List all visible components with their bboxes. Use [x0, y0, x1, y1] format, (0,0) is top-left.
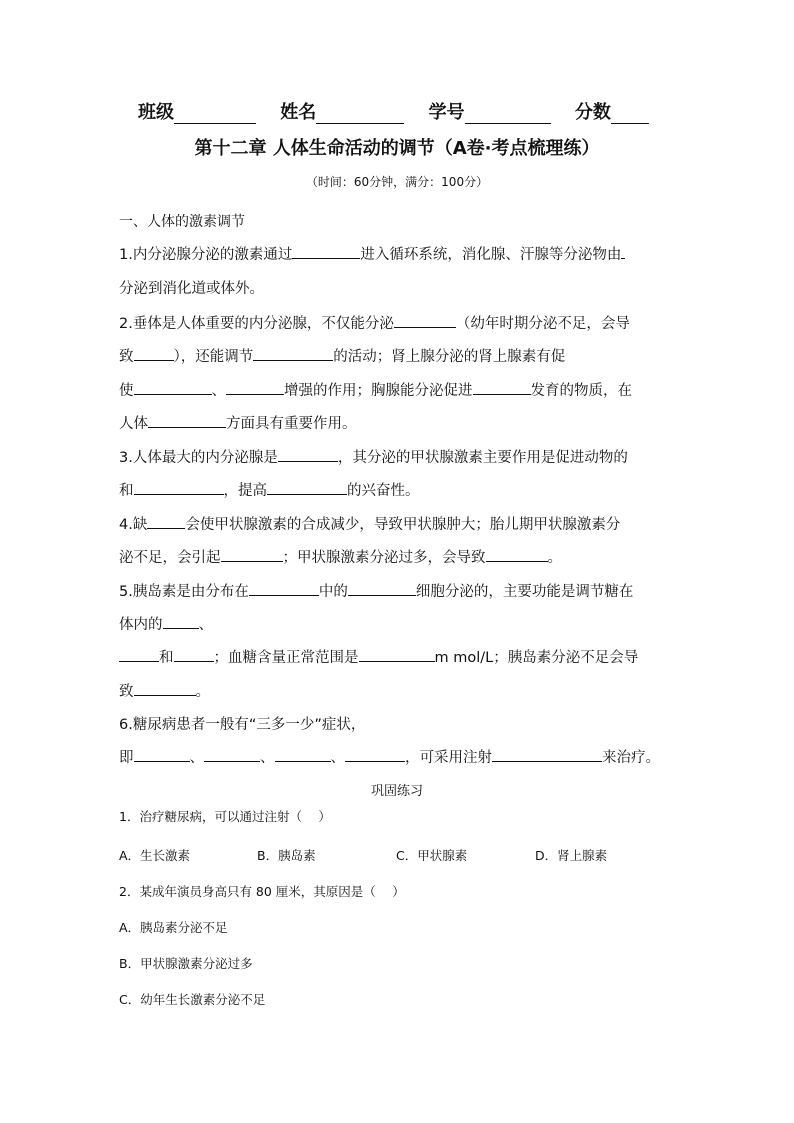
- student-id-field[interactable]: [465, 105, 551, 124]
- blank[interactable]: [473, 379, 531, 395]
- blank[interactable]: [174, 646, 214, 662]
- item-5-line-4: 致 。: [119, 680, 210, 701]
- blank[interactable]: [134, 746, 190, 762]
- blank[interactable]: [621, 243, 625, 259]
- practice-heading: 巩固练习: [370, 784, 423, 799]
- option-d[interactable]: D．肾上腺素: [535, 848, 608, 863]
- blank[interactable]: [204, 746, 260, 762]
- blank[interactable]: [278, 446, 338, 462]
- blank[interactable]: [134, 680, 196, 696]
- question-2: 2．某成年演员身高只有 80 厘米，其原因是（ ）: [119, 884, 405, 899]
- item-5-line-1: 5.胰岛素是由分布在 中的 细胞分泌的，主要功能是调节糖在: [119, 580, 633, 601]
- class-field[interactable]: [174, 105, 256, 124]
- blank[interactable]: [359, 646, 435, 662]
- item-3-line-2: 和 ，提高 的兴奋性。: [119, 479, 420, 500]
- score-label: 分数: [574, 102, 611, 123]
- blank[interactable]: [292, 243, 360, 259]
- item-5-line-2: 体内的 、: [119, 613, 213, 634]
- question-2-option-c[interactable]: C．幼年生长激素分泌不足: [119, 992, 266, 1007]
- blank[interactable]: [226, 379, 284, 395]
- blank[interactable]: [253, 345, 333, 361]
- option-c[interactable]: C．甲状腺素: [396, 848, 468, 863]
- item-6-line-2: 即 、 、 、 ，可采用注射 来治疗。: [119, 746, 660, 767]
- option-a[interactable]: A．生长激素: [119, 848, 191, 863]
- question-2-option-b[interactable]: B．甲状腺激素分泌过多: [119, 956, 253, 971]
- student-id-label: 学号: [428, 102, 465, 123]
- blank[interactable]: [221, 546, 283, 562]
- item-4-line-1: 4.缺 会使甲状腺激素的合成减少，导致甲状腺肿大；胎儿期甲状腺激素分: [119, 513, 620, 534]
- blank[interactable]: [134, 479, 224, 495]
- question-1-options: [119, 846, 607, 864]
- item-2-line-2: 致 ），还能调节 的活动；肾上腺分泌的肾上腺素有促: [119, 345, 565, 366]
- blank[interactable]: [148, 412, 226, 428]
- score-field[interactable]: [611, 105, 649, 124]
- blank[interactable]: [119, 646, 159, 662]
- question-1: 1．治疗糖尿病，可以通过注射（ ）: [119, 809, 331, 824]
- class-label: 班级: [138, 102, 174, 123]
- blank[interactable]: [275, 746, 331, 762]
- blank[interactable]: [249, 580, 319, 596]
- time-score-note: （时间：60分钟，满分：100分）: [305, 175, 489, 189]
- blank[interactable]: [492, 746, 602, 762]
- name-field[interactable]: [316, 105, 404, 124]
- blank[interactable]: [147, 513, 185, 529]
- item-2-line-4: 人体 方面具有重要作用。: [119, 412, 357, 433]
- option-b[interactable]: B．胰岛素: [257, 848, 316, 863]
- item-2-line-1: 2.垂体是人体重要的内分泌腺，不仅能分泌 （幼年时期分泌不足，会导: [119, 312, 630, 333]
- item-6-line-1: 6.糖尿病患者一般有“三多一少”症状，: [119, 717, 366, 733]
- blank[interactable]: [134, 379, 212, 395]
- blank[interactable]: [163, 613, 199, 629]
- item-5-line-3: 和 ；血糖含量正常范围是 m mol/L；胰岛素分泌不足会导: [119, 646, 638, 667]
- blank[interactable]: [486, 546, 548, 562]
- blank[interactable]: [267, 479, 347, 495]
- question-2-option-a[interactable]: A．胰岛素分泌不足: [119, 920, 228, 935]
- blank[interactable]: [134, 345, 174, 361]
- blank[interactable]: [394, 312, 456, 328]
- student-info-header: [138, 98, 649, 124]
- item-2-line-3: 使 、 增强的作用；胸腺能分泌促进 发育的物质，在: [119, 379, 632, 400]
- blank[interactable]: [348, 580, 416, 596]
- name-label: 姓名: [280, 102, 317, 123]
- section-heading: 一、人体的激素调节: [119, 214, 245, 230]
- item-1-line-1: 1.内分泌腺分泌的激素通过 进入循环系统，消化腺、汗腺等分泌物由: [119, 243, 625, 264]
- item-1-line-2: 分泌到消化道或体外。: [119, 281, 264, 297]
- item-4-line-2: 泌不足，会引起 ；甲状腺激素分泌过多，会导致 。: [119, 546, 562, 567]
- item-3-line-1: 3.人体最大的内分泌腺是 ，其分泌的甲状腺激素主要作用是促进动物的: [119, 446, 628, 467]
- blank[interactable]: [345, 746, 405, 762]
- page-title: 第十二章 人体生命活动的调节（A卷·考点梳理练）: [194, 138, 600, 159]
